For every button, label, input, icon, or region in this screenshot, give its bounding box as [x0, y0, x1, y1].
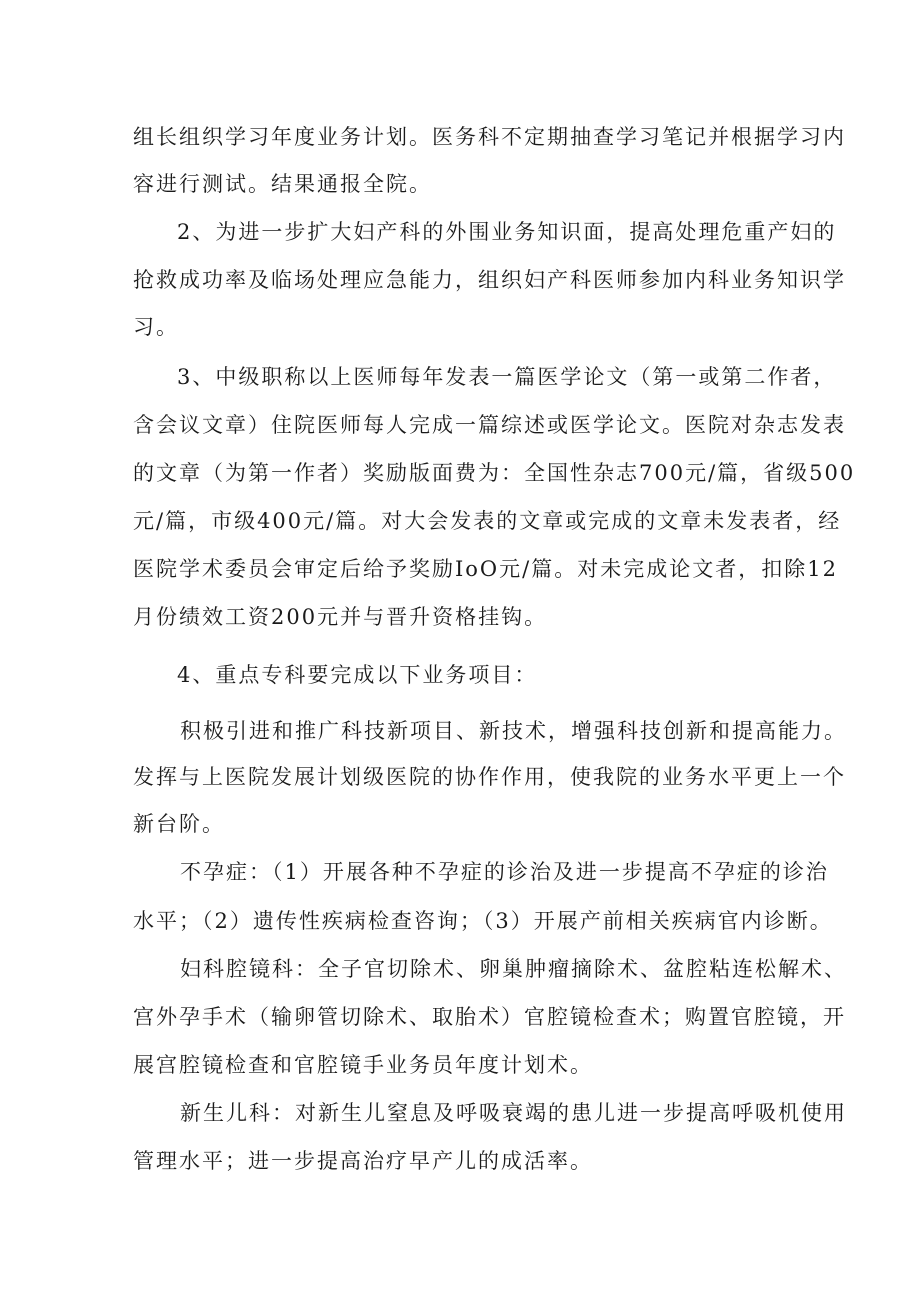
- text-line: 含会议文章）住院医师每人完成一篇综述或医学论文。医院对杂志发表: [133, 413, 846, 437]
- text-line: 2、为进一步扩大妇产科的外围业务知识面，提高处理危重产妇的: [177, 220, 837, 244]
- text-line: 展宫腔镜检查和官腔镜手业务员年度计划术。: [133, 1053, 593, 1077]
- text-line: 不孕症：（1）开展各种不孕症的诊治及进一步提高不孕症的诊治: [180, 860, 829, 884]
- text-line: 4、重点专科要完成以下业务项目：: [177, 663, 538, 687]
- text-line: 月份绩效工资200元并与晋升资格挂钩。: [133, 605, 548, 629]
- text-line: 元/篇，市级400元/篇。对大会发表的文章或完成的文章未发表者，经: [133, 509, 842, 533]
- text-line: 抢救成功率及临场处理应急能力，组织妇产科医师参加内科业务知识学: [133, 268, 846, 292]
- text-line: 管理水平；进一步提高治疗早产儿的成活率。: [133, 1149, 593, 1173]
- text-line: 3、中级职称以上医师每年发表一篇医学论文（第一或第二作者，: [177, 365, 837, 389]
- text-line: 妇科腔镜科：全子官切除术、卵巢肿瘤摘除术、盆腔粘连松解术、: [180, 957, 847, 981]
- text-line: 容进行测试。结果通报全院。: [133, 172, 432, 196]
- text-line: 的文章（为第一作者）奖励版面费为：全国性杂志700元/篇，省级500: [133, 461, 856, 485]
- text-line: 新生儿科：对新生儿窒息及呼吸衰竭的患儿进一步提高呼吸机使用: [180, 1101, 847, 1125]
- text-line: 积极引进和推广科技新项目、新技术，增强科技创新和提高能力。: [180, 719, 847, 743]
- text-line: 医院学术委员会审定后给予奖励IoO元/篇。对未完成论文者，扣除12: [133, 557, 838, 581]
- text-line: 习。: [133, 315, 179, 339]
- text-line: 水平；（2）遗传性疾病检查咨询；（3）开展产前相关疾病官内诊断。: [133, 909, 833, 933]
- text-line: 新台阶。: [133, 812, 225, 836]
- text-line: 发挥与上医院发展计划级医院的协作作用，使我院的业务水平更上一个: [133, 765, 846, 789]
- text-line: 宫外孕手术（输卵管切除术、取胎术）官腔镜检查术；购置官腔镜，开: [133, 1005, 846, 1029]
- text-line: 组长组织学习年度业务计划。医务科不定期抽查学习笔记并根据学习内: [133, 125, 846, 149]
